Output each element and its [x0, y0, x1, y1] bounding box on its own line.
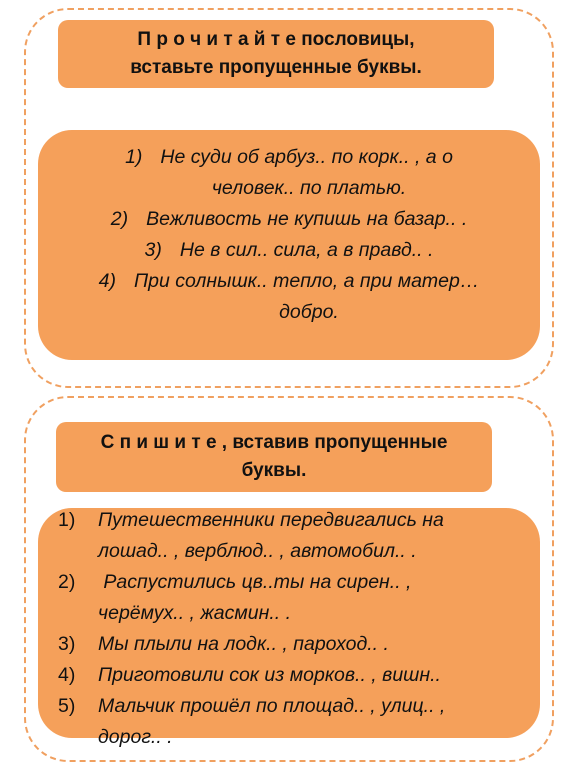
list-item — [58, 567, 538, 629]
task1-header — [58, 20, 494, 88]
list-item — [58, 629, 538, 660]
item-text: добро. — [279, 301, 339, 323]
item-number: 1) — [58, 509, 76, 531]
task2-header — [56, 422, 492, 492]
list-item — [38, 142, 540, 173]
proverbs-list — [38, 142, 540, 328]
list-item — [38, 204, 540, 235]
task1-header-line2: вставьте пропущенные буквы. — [130, 57, 422, 78]
item-text: Мальчик прошёл по площад.. , улиц.. , — [98, 695, 446, 717]
list-item — [58, 505, 538, 567]
item-text: Распустились цв..ты на сирен.. , — [98, 571, 412, 593]
item-number: 4) — [98, 270, 116, 292]
item-text: При солнышк.. тепло, а при матер… — [133, 270, 480, 292]
task1-header-line1: П р о ч и т а й т е пословицы, — [137, 29, 415, 50]
item-number: 3) — [144, 239, 162, 261]
item-number: 2) — [58, 571, 76, 593]
item-text: лошад.. , верблюд.. , автомобил.. . — [98, 540, 417, 562]
item-text: человек.. по платью. — [211, 177, 407, 199]
item-text: Не в сил.. сила, а в правд.. . — [179, 239, 434, 261]
item-number: 5) — [58, 695, 76, 717]
item-number: 2) — [110, 208, 129, 230]
item-text: Путешественники передвигались на — [98, 509, 444, 531]
item-number: 4) — [58, 664, 76, 686]
item-number: 3) — [58, 633, 76, 655]
list-item-continuation — [38, 297, 540, 328]
item-number: 1) — [125, 146, 143, 168]
item-text: Приготовили сок из морков.. , вишн.. — [98, 664, 441, 686]
list-item — [38, 266, 540, 297]
item-text: Вежливость не купишь на базар.. . — [146, 208, 468, 230]
sentences-list — [58, 505, 538, 753]
item-text: дорог.. . — [98, 726, 173, 748]
task2-header-line1: С п и ш и т е , вставив пропущенные — [100, 432, 448, 453]
item-text: черёмух.. , жасмин.. . — [98, 602, 291, 624]
list-item — [58, 691, 538, 753]
list-item — [58, 660, 538, 691]
item-text: Не суди об арбуз.. по корк.. , а о — [160, 146, 453, 168]
list-item — [38, 235, 540, 266]
list-item-continuation — [38, 173, 540, 204]
task2-header-line2: буквы. — [241, 460, 307, 481]
item-text: Мы плыли на лодк.. , пароход.. . — [98, 633, 389, 655]
